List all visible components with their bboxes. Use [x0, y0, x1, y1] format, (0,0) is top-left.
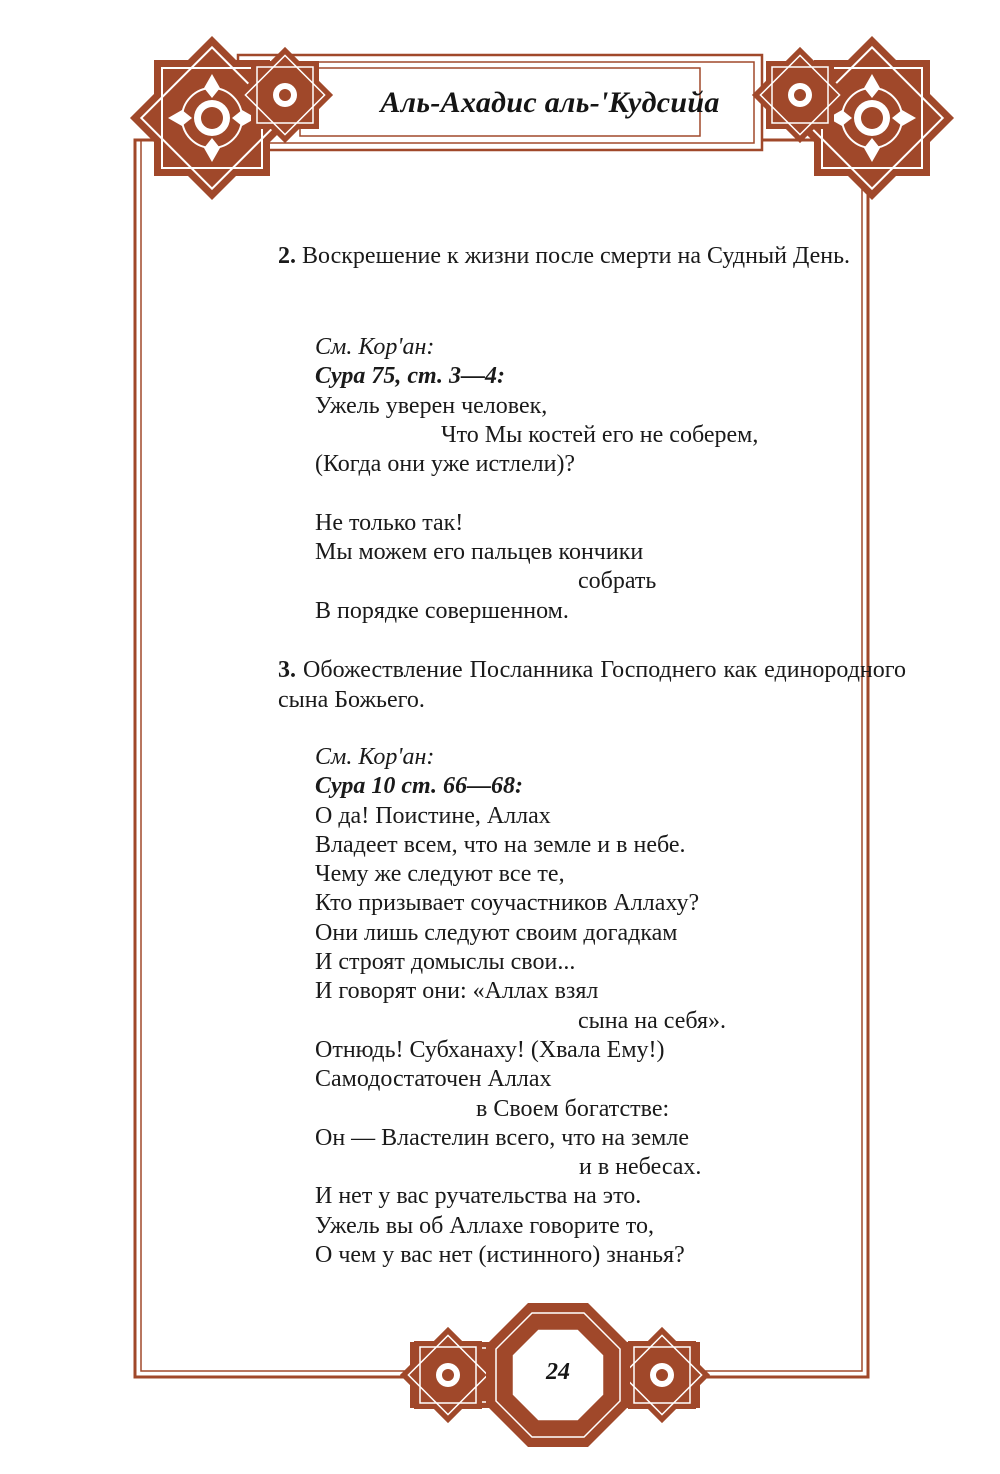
- verse-line: Чему же следуют все те,: [315, 861, 565, 888]
- verse-line: Ужель вы об Аллахе говорите то,: [315, 1212, 654, 1239]
- stanza-break: [315, 479, 915, 508]
- verse-line: собрать: [578, 568, 657, 595]
- verse-line: Он — Властелин всего, что на земле: [315, 1124, 689, 1151]
- quote-reference: См. Кор'ан:: [315, 334, 435, 360]
- item-text: Воскрешение к жизни после смерти на Судный День.: [296, 243, 851, 269]
- item-number: 3.: [278, 657, 296, 683]
- item-number: 2.: [278, 243, 296, 269]
- sura-reference: Сура 75, ст. 3—4:: [315, 363, 505, 390]
- quran-quote-2: [315, 743, 915, 1270]
- verse-line: Не только так!: [315, 509, 464, 536]
- verse-line: В порядке совершенном.: [315, 597, 569, 624]
- page-number: 24: [546, 1359, 570, 1385]
- verse-line: И говорят они: «Аллах взял: [315, 978, 599, 1005]
- verse-line: Отнюдь! Субханаху! (Хвала Ему!): [315, 1036, 665, 1063]
- verse-line: в Своем богатстве:: [476, 1095, 670, 1122]
- verse-line: И нет у вас ручательства на это.: [315, 1183, 642, 1210]
- sura-reference: Сура 10 ст. 66—68:: [315, 773, 523, 800]
- quote-reference: См. Кор'ан:: [315, 744, 435, 770]
- page-title: Аль-Ахадис аль-'Кудсийа: [380, 86, 720, 119]
- verse-line: Владеет всем, что на земле и в небе.: [315, 831, 686, 858]
- verse-line: Самодостаточен Аллах: [315, 1066, 552, 1093]
- quran-quote-1: [315, 333, 915, 626]
- list-item-2: [278, 241, 906, 271]
- verse-line: Кто призывает соучастников Аллаху?: [315, 890, 700, 917]
- verse-line: Ужель уверен человек,: [315, 392, 548, 419]
- verse-line: Мы можем его пальцев кончики: [315, 539, 644, 566]
- list-item-3: [278, 655, 906, 715]
- verse-line: (Когда они уже истлели)?: [315, 451, 576, 478]
- verse-line: О чем у вас нет (истинного) знанья?: [315, 1242, 685, 1269]
- verse-line: Они лишь следуют своим догадкам: [315, 919, 678, 946]
- verse-line: И строят домыслы свои...: [315, 949, 576, 976]
- verse-line: и в небесах.: [579, 1154, 702, 1181]
- item-text: Обожествление Посланника Господнего как единородного сына Божьего.: [278, 657, 906, 713]
- verse-line: О да! Поистине, Аллах: [315, 802, 551, 829]
- verse-line: сына на себя».: [578, 1007, 727, 1034]
- verse-line: Что Мы костей его не соберем,: [441, 421, 759, 448]
